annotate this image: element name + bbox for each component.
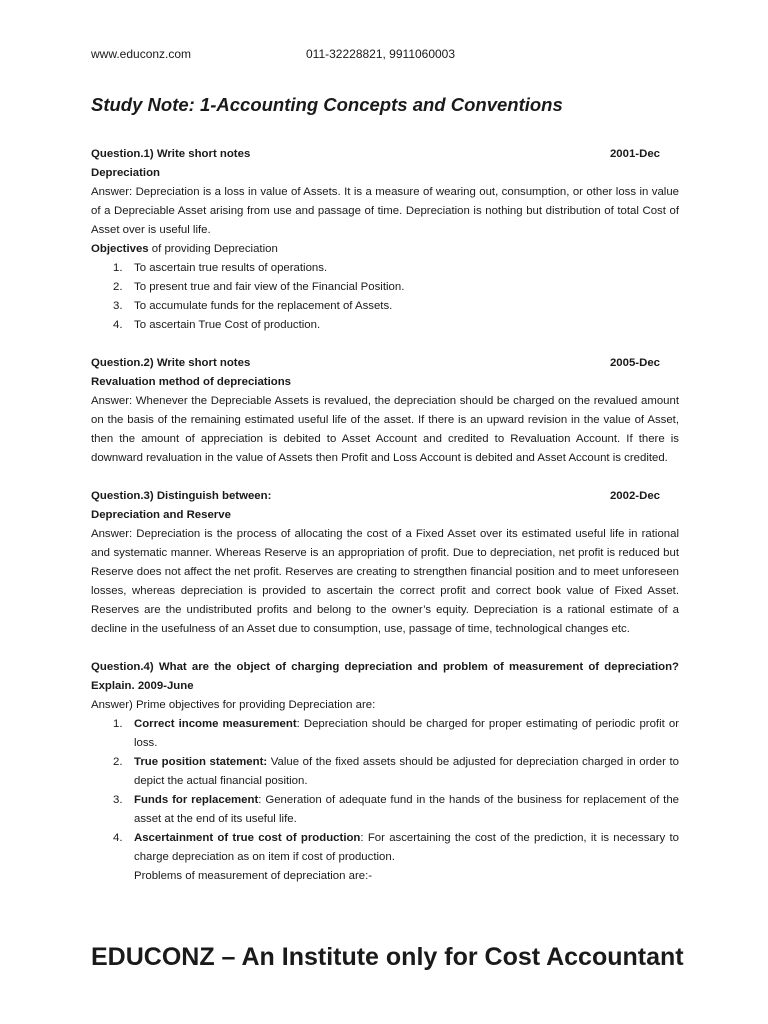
question-1-heading-row <box>91 145 679 164</box>
question-3-year: 2002-Dec <box>609 490 660 502</box>
question-2-answer: Answer: Whenever the Depreciable Assets is revalued, the depreciation should be charged on the revalued amount on the basis of the remaining estimated useful life of the asset. If there is an upward revision in the value of Asset, then the amount of appreciation is debited to Asset Account and credited to Revaluation Account. If there is downward revaluation in the value of Assets then Profit and Loss Account is debited and Asset Account is credited. <box>91 395 679 464</box>
list-text: To ascertain true results of operations. <box>134 262 328 274</box>
question-3-topic: Depreciation and Reserve <box>91 509 231 521</box>
list-text: : For ascertaining the cost of the prediction, it is necessary to charge depreciation as on item if cost of production. <box>134 832 679 863</box>
question-1-topic: Depreciation <box>91 167 160 179</box>
list-text: : Generation of adequate fund in the hands of the business for replacement of the asset at the end of its useful life. <box>134 794 679 825</box>
objectives-label: Objectives <box>91 243 149 255</box>
list-text: To ascertain True Cost of production. <box>134 319 321 331</box>
list-number: 2. <box>113 281 123 293</box>
document-body <box>91 145 679 886</box>
list-bold-term: Ascertainment of true cost of production <box>134 832 361 844</box>
question-1-answer: Answer: Depreciation is a loss in value of Assets. It is a measure of wearing out, consumption, or other loss in value of a Depreciable Asset arising from use and passage of time. Depreciation is nothing but distribution of total Cost of Asset over is useful life. <box>91 186 679 236</box>
list-bold-term: True position statement: <box>134 756 268 768</box>
list-text: To accumulate funds for the replacement of Assets. <box>134 300 393 312</box>
footer-banner: EDUCONZ – An Institute only for Cost Accountant <box>91 943 684 971</box>
objectives-line <box>91 240 679 259</box>
question-3-answer: Answer: Depreciation is the process of allocating the cost of a Fixed Asset over its estimated useful life in rational and systematic manner. Whereas Reserve is an appropriation of profit. Due to depreciation, net profit is reduced but Reserve does not affect the net profit. Reserves are creating to strengthen financial position and to meet unforeseen losses, whereas depreciation is provided to ascertain the correct profit and correct book value of Fixed Asset. Reserves are the undistributed profits and belong to the owner’s equity. Depreciation is a rational estimate of a decline in the usefulness of an Asset due to consumption, use, passage of time, technological changes etc. <box>91 528 679 635</box>
list-number: 1. <box>113 718 123 730</box>
question-2-heading-row <box>91 354 679 373</box>
problems-line: Problems of measurement of depreciation are:- <box>134 870 373 882</box>
list-text: : Depreciation should be charged for proper estimating of periodic profit or loss. <box>134 718 679 749</box>
list-item <box>91 829 679 867</box>
question-2-heading: Question.2) Write short notes <box>91 357 251 369</box>
list-item <box>91 316 679 335</box>
question-4-intro: Answer) Prime objectives for providing Depreciation are: <box>91 699 376 711</box>
list-text: To present true and fair view of the Financial Position. <box>134 281 405 293</box>
list-number: 3. <box>113 794 123 806</box>
question-1-heading: Question.1) Write short notes <box>91 148 251 160</box>
question-2-year: 2005-Dec <box>609 357 660 369</box>
question-2-topic: Revaluation method of depreciations <box>91 376 291 388</box>
list-item <box>91 753 679 791</box>
list-item <box>91 791 679 829</box>
objectives-list <box>91 259 679 335</box>
list-bold-term: Funds for replacement <box>134 794 259 806</box>
website-text: www.educonz.com <box>91 47 192 61</box>
list-number: 2. <box>113 756 123 768</box>
prime-objectives-list <box>91 715 679 867</box>
list-item <box>91 715 679 753</box>
list-number: 4. <box>113 319 123 331</box>
objectives-rest: of providing Depreciation <box>148 243 278 255</box>
list-bold-term: Correct income measurement <box>134 718 297 730</box>
list-number: 4. <box>113 832 123 844</box>
list-item <box>91 259 679 278</box>
list-item <box>91 297 679 316</box>
question-1-year: 2001-Dec <box>609 148 660 160</box>
page-title: Study Note: 1-Accounting Concepts and Conventions <box>91 94 563 115</box>
list-item <box>91 278 679 297</box>
list-number: 3. <box>113 300 123 312</box>
list-number: 1. <box>113 262 123 274</box>
question-3-heading-row <box>91 487 679 506</box>
phone-text: 011-32228821, 9911060003 <box>306 47 456 61</box>
question-4-heading: Question.4) What are the object of charging depreciation and problem of measurement of depreciation? Explain. 2009-June <box>91 661 679 692</box>
question-3-heading: Question.3) Distinguish between: <box>91 490 272 502</box>
list-text: Value of the fixed assets should be adjusted for depreciation charged in order to depict the actual financial position. <box>134 756 679 787</box>
